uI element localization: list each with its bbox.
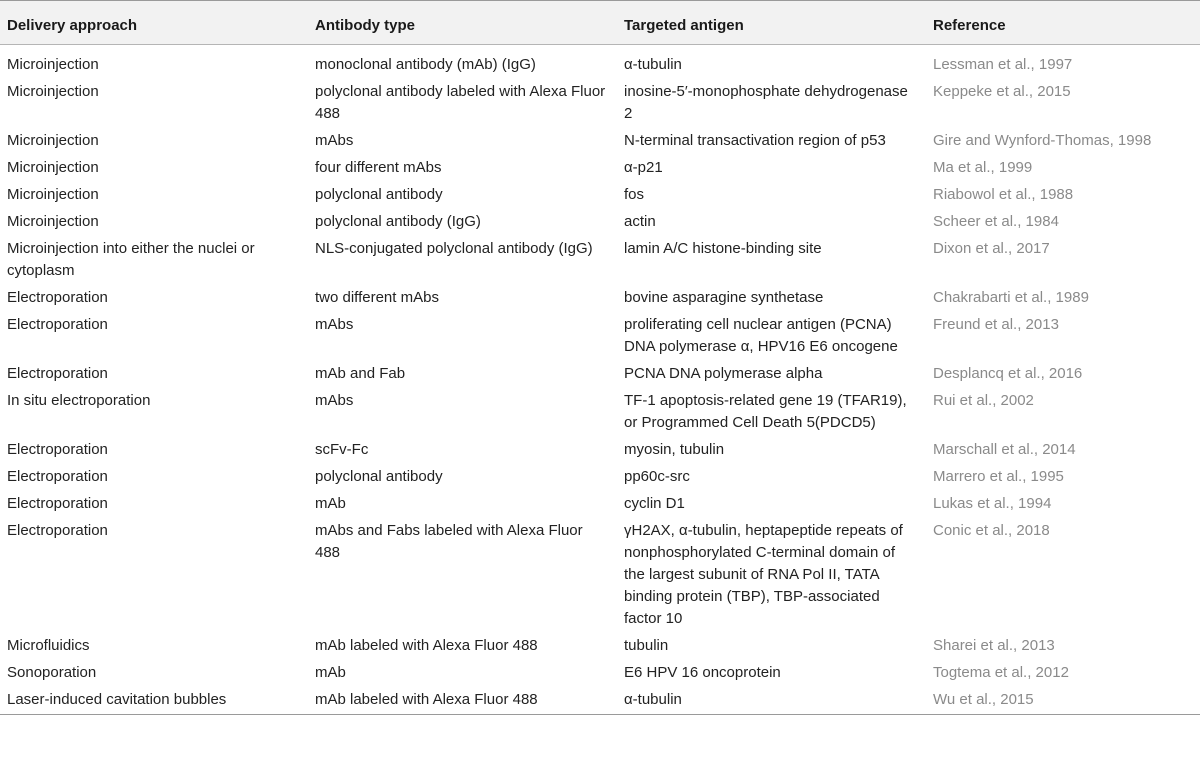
antibody-type-cell: polyclonal antibody (IgG) [315,213,481,230]
reference-cell: Conic et al., 2018 [933,522,1050,539]
antibody-type-cell: scFv-Fc [315,441,369,458]
table-row [0,236,1200,285]
targeted-antigen-cell: tubulin [624,637,669,654]
reference-cell: Freund et al., 2013 [933,316,1059,333]
table-row [0,633,1200,660]
table-row [0,128,1200,155]
delivery-approach-cell: Sonoporation [7,664,97,681]
antibody-type-cell: mAb and Fab [315,365,406,382]
delivery-approach-cell: Electroporation [7,441,108,458]
targeted-antigen-cell: bovine asparagine synthetase [624,289,824,306]
antibody-type-cell: monoclonal antibody (mAb) (IgG) [315,56,536,73]
antibody-type-cell: mAbs [315,316,354,333]
targeted-antigen-cell: TF-1 apoptosis-related gene 19 (TFAR19), or Programmed Cell Death 5(PDCD5) [624,392,907,431]
targeted-antigen-cell: inosine-5′-monophosphate dehydrogenase 2 [624,83,908,122]
header-antibody-type: Antibody type [308,1,617,45]
targeted-antigen-cell: pp60c-src [624,468,690,485]
delivery-approach-cell: Electroporation [7,365,108,382]
delivery-approach-cell: Microinjection [7,159,99,176]
reference-cell: Lukas et al., 1994 [933,495,1052,512]
antibody-type-cell: polyclonal antibody [315,186,443,203]
reference-cell: Lessman et al., 1997 [933,56,1073,73]
delivery-approach-cell: In situ electroporation [7,392,151,409]
antibody-type-cell: two different mAbs [315,289,439,306]
reference-cell: Dixon et al., 2017 [933,240,1050,257]
reference-cell: Togtema et al., 2012 [933,664,1069,681]
targeted-antigen-cell: E6 HPV 16 oncoprotein [624,664,781,681]
antibody-type-cell: mAb labeled with Alexa Fluor 488 [315,637,538,654]
delivery-approach-cell: Electroporation [7,289,108,306]
delivery-approach-cell: Microinjection into either the nuclei or cytoplasm [7,240,255,279]
reference-cell: Ma et al., 1999 [933,159,1033,176]
delivery-approach-cell: Electroporation [7,468,108,485]
reference-cell: Marschall et al., 2014 [933,441,1076,458]
table-row [0,491,1200,518]
antibody-type-cell: mAb labeled with Alexa Fluor 488 [308,687,617,715]
antibody-type-cell: mAb [315,495,346,512]
header-targeted-antigen: Targeted antigen [617,1,926,45]
table-row [0,361,1200,388]
delivery-approach-cell: Electroporation [7,316,108,333]
antibody-type-cell: mAbs [315,132,354,149]
targeted-antigen-cell: γH2AX, α-tubulin, heptapeptide repeats of nonphosphorylated C-terminal domain of the largest subunit of RNA Pol II, TATA binding protein (TBP), TBP-associated factor 10 [624,522,903,627]
header-row [0,1,1200,45]
table-body [0,45,1200,715]
reference-cell: Scheer et al., 1984 [933,213,1059,230]
table-row [0,285,1200,312]
targeted-antigen-cell: α-tubulin [624,56,682,73]
targeted-antigen-cell: N-terminal transactivation region of p53 [624,132,886,149]
table-row [0,687,1200,715]
table-row [0,79,1200,128]
table-row [0,155,1200,182]
reference-cell: Desplancq et al., 2016 [933,365,1083,382]
delivery-approach-cell: Microinjection [7,186,99,203]
delivery-approach-cell: Microinjection [7,213,99,230]
delivery-approach-cell: Microinjection [7,56,99,73]
table-row [0,464,1200,491]
targeted-antigen-cell: PCNA DNA polymerase alpha [624,365,823,382]
reference-cell: Rui et al., 2002 [933,392,1034,409]
antibody-type-cell: polyclonal antibody [315,468,443,485]
delivery-approach-cell: Electroporation [7,522,108,539]
antibody-type-cell: mAb [315,664,346,681]
table-row [0,437,1200,464]
targeted-antigen-cell: α-p21 [624,159,663,176]
delivery-approach-cell: Laser-induced cavitation bubbles [0,687,308,715]
reference-cell: Keppeke et al., 2015 [933,83,1071,100]
targeted-antigen-cell: proliferating cell nuclear antigen (PCNA) DNA polymerase α, HPV16 E6 oncogene [624,316,898,355]
antibody-type-cell: mAbs [315,392,354,409]
table-row [0,45,1200,80]
table-row [0,209,1200,236]
antibody-type-cell: NLS-conjugated polyclonal antibody (IgG) [315,240,593,257]
targeted-antigen-cell: α-tubulin [617,687,926,715]
table-row [0,660,1200,687]
delivery-approach-cell: Electroporation [7,495,108,512]
reference-cell: Wu et al., 2015 [926,687,1200,715]
antibody-type-cell: polyclonal antibody labeled with Alexa Fluor 488 [315,83,606,122]
reference-cell: Chakrabarti et al., 1989 [933,289,1089,306]
reference-cell: Riabowol et al., 1988 [933,186,1074,203]
delivery-approach-cell: Microinjection [7,83,99,100]
table-row [0,388,1200,437]
header-reference: Reference [926,1,1200,45]
targeted-antigen-cell: cyclin D1 [624,495,685,512]
reference-cell: Sharei et al., 2013 [933,637,1055,654]
table-row [0,182,1200,209]
targeted-antigen-cell: actin [624,213,656,230]
delivery-approach-cell: Microinjection [7,132,99,149]
reference-cell: Gire and Wynford-Thomas, 1998 [933,132,1152,149]
header-delivery-approach: Delivery approach [0,1,308,45]
targeted-antigen-cell: myosin, tubulin [624,441,725,458]
table-row [0,518,1200,633]
reference-cell: Marrero et al., 1995 [933,468,1064,485]
antibody-type-cell: mAbs and Fabs labeled with Alexa Fluor 488 [315,522,583,561]
table-row [0,312,1200,361]
targeted-antigen-cell: lamin A/C histone-binding site [624,240,822,257]
delivery-approach-cell: Microfluidics [7,637,90,654]
targeted-antigen-cell: fos [624,186,645,203]
antibody-type-cell: four different mAbs [315,159,442,176]
